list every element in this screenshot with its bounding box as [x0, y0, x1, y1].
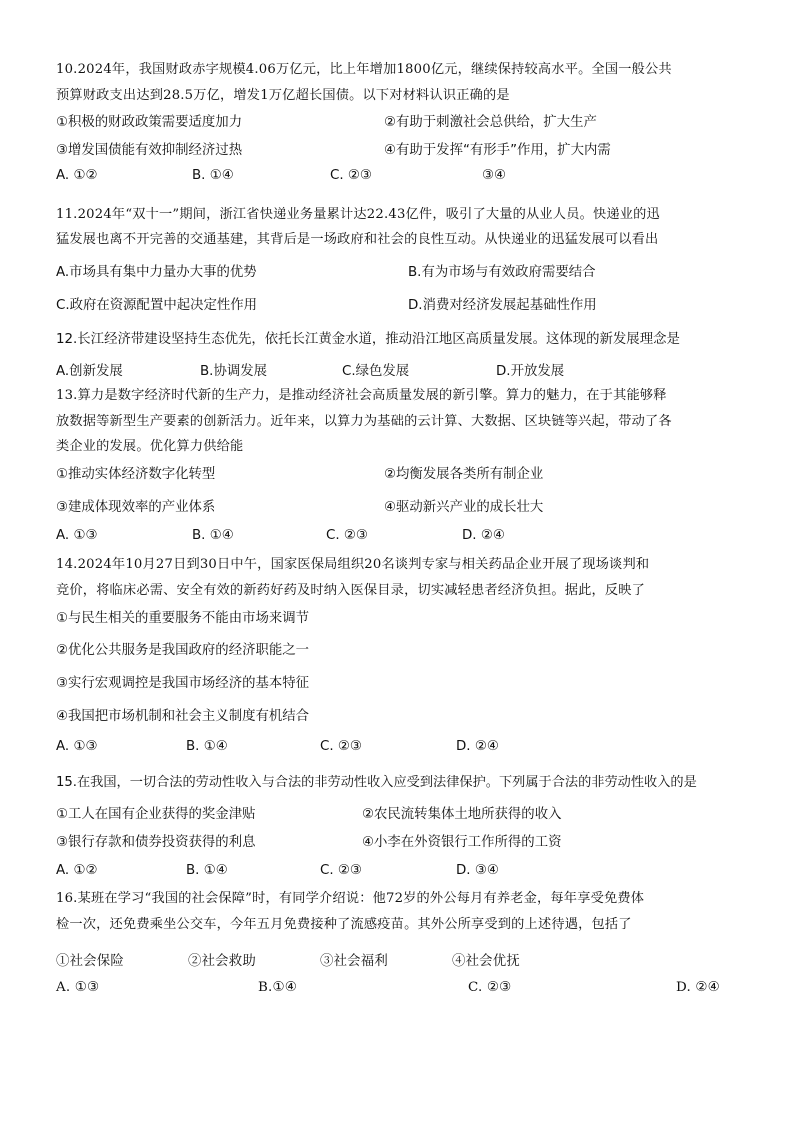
q15-answer-d: D. ③④	[456, 863, 499, 878]
q16-answer-b: B.①④	[258, 980, 297, 995]
q13-stem-line-1: 13.算力是数字经济时代新的生产力，是推动经济社会高质量发展的新引擎。算力的魅力，在于其能够释	[56, 388, 667, 403]
q12-stem: 12.长江经济带建设坚持生态优先，依托长江黄金水道，推动沿江地区高质量发展。这体现的新发展理念是	[56, 332, 680, 347]
q13-option-1: ①推动实体经济数字化转型	[56, 467, 216, 482]
q16-answer-d: D. ②④	[676, 980, 720, 995]
q14-answer-c: C. ②③	[320, 739, 362, 754]
q15-option-4: ④小李在外资银行工作所得的工资	[362, 835, 562, 850]
q12-answer-d: D.开放发展	[496, 364, 565, 379]
q16-answer-c: C. ②③	[468, 980, 512, 995]
q10-option-3: ③增发国债能有效抑制经济过热	[56, 143, 243, 158]
q10-option-4: ④有助于发挥“有形手”作用，扩大内需	[384, 143, 611, 158]
q15-option-2: ②农民流转集体土地所获得的收入	[362, 807, 562, 822]
q14-answer-d: D. ②④	[456, 739, 499, 754]
q11-option-b: B.有为市场与有效政府需要结合	[408, 265, 596, 280]
q10-option-1: ①积极的财政政策需要适度加力	[56, 115, 243, 130]
q12-answer-c: C.绿色发展	[342, 364, 410, 379]
q10-answer-a: A. ①②	[56, 168, 98, 183]
q13-answer-b: B. ①④	[192, 528, 234, 543]
q14-stem-line-2: 竞价，将临床必需、安全有效的新药好药及时纳入医保目录，切实减轻患者经济负担。据此，反映了	[56, 583, 646, 598]
q10-answer-b: B. ①④	[192, 168, 234, 183]
q16-stem-line-1: 16.某班在学习“我国的社会保障”时，有同学介绍说：他72岁的外公每月有养老金，每年享受免费体	[56, 891, 645, 906]
q15-answer-c: C. ②③	[320, 863, 362, 878]
q11-option-d: D.消费对经济发展起基础性作用	[408, 298, 597, 313]
q16-answer-a: A. ①③	[56, 980, 100, 995]
q11-option-c: C.政府在资源配置中起决定性作用	[56, 298, 258, 313]
q16-option-1: ①社会保险	[56, 954, 124, 969]
q10-stem-line-2: 预算财政支出达到28.5万亿，增发1万亿超长国债。以下对材料认识正确的是	[56, 88, 510, 103]
q14-option-1: ①与民生相关的重要服务不能由市场来调节	[56, 611, 310, 626]
q16-option-3: ③社会福利	[320, 954, 388, 969]
q13-stem-line-3: 类企业的发展。优化算力供给能	[56, 439, 244, 454]
q13-stem-line-2: 放数据等新型生产要素的创新活力。近年来，以算力为基础的云计算、大数据、区块链等兴起，带动了各	[56, 414, 672, 429]
q13-option-4: ④驱动新兴产业的成长壮大	[384, 500, 544, 515]
q13-option-3: ③建成体现效率的产业体系	[56, 500, 216, 515]
q13-answer-d: D. ②④	[462, 528, 505, 543]
q14-option-3: ③实行宏观调控是我国市场经济的基本特征	[56, 676, 310, 691]
q12-answer-b: B.协调发展	[200, 364, 268, 379]
q10-answer-d: ③④	[482, 168, 507, 183]
q13-answer-c: C. ②③	[326, 528, 368, 543]
q14-option-2: ②优化公共服务是我国政府的经济职能之一	[56, 643, 310, 658]
q15-answer-a: A. ①②	[56, 863, 98, 878]
q15-option-3: ③银行存款和债券投资获得的利息	[56, 835, 256, 850]
q10-option-2: ②有助于刺激社会总供给，扩大生产	[384, 115, 597, 130]
q15-answer-b: B. ①④	[186, 863, 228, 878]
q12-answer-a: A.创新发展	[56, 364, 123, 379]
q11-option-a: A.市场具有集中力量办大事的优势	[56, 265, 257, 280]
q10-stem-line-1: 10.2024年，我国财政赤字规模4.06万亿元，比上年增加1800亿元，继续保持较高水平。全国一般公共	[56, 62, 672, 77]
q14-answer-a: A. ①③	[56, 739, 98, 754]
q16-stem-line-2: 检一次，还免费乘坐公交车，今年五月免费接种了流感疫苗。其外公所享受到的上述待遇，包括了	[56, 917, 632, 932]
q13-option-2: ②均衡发展各类所有制企业	[384, 467, 544, 482]
q11-stem-line-1: 11.2024年“双十一”期间，浙江省快递业务量累计达22.43亿件，吸引了大量的从业人员。快递业的迅	[56, 207, 660, 222]
q15-stem: 15.在我国，一切合法的劳动性收入与合法的非劳动性收入应受到法律保护。下列属于合法的非劳动性收入的是	[56, 775, 697, 790]
q16-option-4: ④社会优抚	[452, 954, 520, 969]
q14-answer-b: B. ①④	[186, 739, 228, 754]
q10-answer-c: C. ②③	[330, 168, 372, 183]
q11-stem-line-2: 猛发展也离不开完善的交通基建，其背后是一场政府和社会的良性互动。从快递业的迅猛发展可以看出	[56, 232, 659, 247]
q14-stem-line-1: 14.2024年10月27日到30日中午，国家医保局组织20名谈判专家与相关药品企业开展了现场谈判和	[56, 557, 650, 572]
q14-option-4: ④我国把市场机制和社会主义制度有机结合	[56, 709, 310, 724]
q13-answer-a: A. ①③	[56, 528, 98, 543]
q16-option-2: ②社会救助	[188, 954, 256, 969]
q15-option-1: ①工人在国有企业获得的奖金津贴	[56, 807, 256, 822]
